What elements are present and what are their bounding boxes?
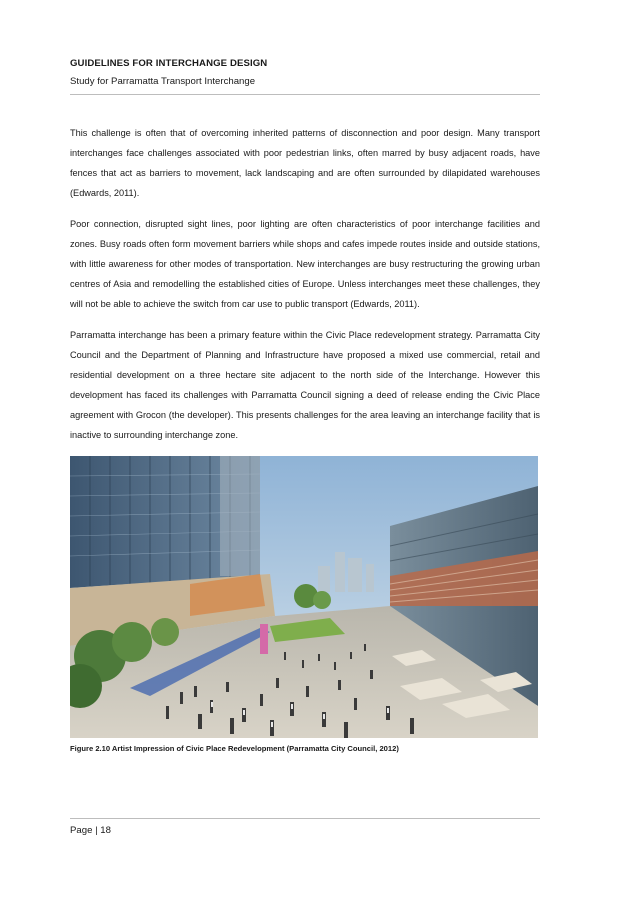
- document-title: GUIDELINES FOR INTERCHANGE DESIGN: [70, 58, 268, 69]
- page-number: Page | 18: [70, 825, 111, 836]
- figure-image-civic-place: [70, 456, 538, 738]
- body-text: [70, 123, 540, 456]
- paragraph-1: This challenge is often that of overcoming inherited patterns of disconnection and poor design. Many transport interchanges face challenges associated with poor pedestrian links, often marred by busy adjacent roads, have fences that act as barriers to movement, lack landscaping and are often surrounded by dilapidated warehouses (Edwards, 2011).: [70, 128, 540, 198]
- figure-caption: Figure 2.10 Artist Impression of Civic Place Redevelopment (Parramatta City Council, 2012): [70, 744, 399, 753]
- paragraph-3: Parramatta interchange has been a primary feature within the Civic Place redevelopment strategy. Parramatta City Council and the Department of Planning and Infrastructure have proposed a mixed use commercial, retail and residential development on a three hectare site adjacent to the north side of the Interchange. However this development has faced its challenges with Parramatta Council signing a deed of release ending the Civic Place agreement with Grocon (the developer). This presents challenges for the area leaving an interchange facility that is inactive to surrounding interchange zone.: [70, 330, 540, 440]
- page-header: [70, 58, 540, 88]
- artist-impression-illustration: [70, 456, 538, 738]
- header-divider: [70, 94, 540, 95]
- left-office-tower: [70, 456, 260, 588]
- footer-divider: [70, 818, 540, 819]
- document-subtitle: Study for Parramatta Transport Interchange: [70, 76, 256, 87]
- paragraph-2: Poor connection, disrupted sight lines, poor lighting are often characteristics of poor interchange facilities and zones. Busy roads often form movement barriers while shops and cafes impede routes inside and outside stations, with little awareness for other modes of transportation. New interchanges are busy restructuring the growing urban centres of Asia and remodelling the established cities of Europe. Unless interchanges meet these challenges, they will not be able to achieve the switch from car use to public transport (Edwards, 2011).: [70, 219, 540, 309]
- pink-signage: [260, 624, 268, 654]
